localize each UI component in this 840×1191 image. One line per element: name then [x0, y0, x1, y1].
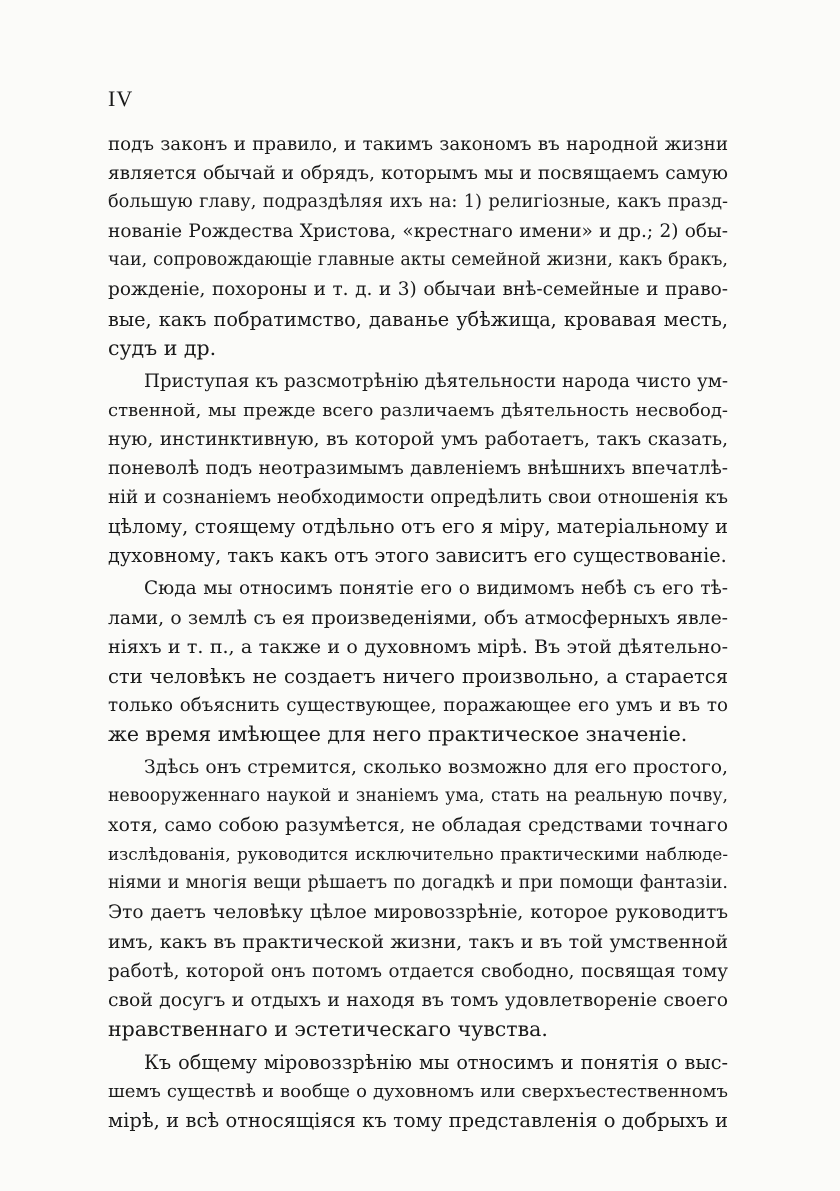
text-line: Къ общему міровоззрѣнію мы относимъ и понятія о выс- — [144, 1050, 728, 1074]
text-line: поневолѣ подъ неотразимымъ давленіемъ внѣшнихъ впечатлѣ- — [108, 458, 728, 480]
body-text — [108, 130, 728, 1135]
text-line: ній и сознаніемъ необходимости опредѣлить свои отношенія къ — [108, 487, 728, 509]
text-line: ную, инстинктивную, въ которой умъ работаетъ, такъ сказать, — [108, 428, 728, 450]
text-line: невооруженнаго наукой и знаніемъ ума, стать на реальную почву, — [108, 786, 728, 807]
text-line: сти человѣкъ не создаетъ ничего произвольно, а старается — [108, 664, 728, 688]
text-line: ніяхъ и т. п., а также и о духовномъ мірѣ. Въ этой дѣятельно- — [108, 635, 728, 658]
text-line: же время имѣющее для него практическое значеніе. — [108, 721, 688, 746]
page-number: IV — [108, 86, 134, 111]
text-line: судъ и др. — [108, 335, 217, 360]
text-line: мірѣ, и всѣ относящіяся къ тому представленія о добрыхъ и — [108, 1109, 728, 1133]
text-line: большую главу, подраздѣляя ихъ на: 1) религіозные, какъ празд- — [108, 192, 728, 213]
text-line: хотя, само собою разумѣется, не обладая средствами точнаго — [108, 815, 728, 837]
text-line: подъ законъ и правило, и такимъ закономъ въ народной жизни — [108, 134, 728, 155]
paragraph-3 — [108, 574, 728, 749]
text-line: изслѣдованія, руководится исключительно практическими наблюде- — [108, 844, 728, 865]
text-line: Приступая къ разсмотрѣнію дѣятельности народа чисто ум- — [144, 370, 729, 392]
text-line: только объяснить существующее, поражающее его умъ и въ то — [108, 694, 728, 716]
text-line: Здѣсь онъ стремится, сколько возможно для его простого, — [144, 756, 728, 778]
text-line: ніями и многія вещи рѣшаетъ по догадкѣ и при помощи фантазіи. — [108, 873, 728, 894]
text-line: Сюда мы относимъ понятіе его о видимомъ небѣ съ его тѣ- — [144, 578, 728, 600]
text-line: работѣ, которой онъ потомъ отдается свободно, посвящая тому — [108, 960, 728, 982]
text-line: нованіе Рождества Христова, «крестнаго имени» и др.; 2) обы- — [108, 221, 728, 243]
text-line: является обычай и обрядъ, которымъ мы и посвящаемъ самую — [108, 163, 728, 185]
text-line: цѣлому, стоящему отдѣльно отъ его я міру, матеріальному и — [108, 515, 728, 539]
text-line: нравственнаго и эстетическаго чувства. — [108, 1016, 548, 1041]
text-line: шемъ существѣ и вообще о духовномъ или сверхъестественномъ — [108, 1081, 728, 1102]
text-line: духовному, такъ какъ отъ этого зависитъ его существованіе. — [108, 544, 727, 568]
paragraph-1 — [108, 130, 728, 363]
text-line: вые, какъ побратимство, даванье убѣжища, кровавая месть, — [108, 307, 728, 331]
paragraph-4 — [108, 753, 728, 1044]
text-line: ственной, мы прежде всего различаемъ дѣятельность несвобод- — [108, 399, 728, 421]
text-line: чаи, сопровождающіе главные акты семейной жизни, какъ бракъ, — [108, 250, 728, 271]
text-line: Это даетъ человѣку цѣлое мировоззрѣніе, которое руководитъ — [108, 902, 728, 924]
text-line: лами, о землѣ съ ея произведеніями, объ атмосферныхъ явле- — [108, 607, 728, 629]
paragraph-5 — [108, 1048, 728, 1135]
text-line: свой досугъ и отдыхъ и находя въ томъ удовлетвореніе своего — [108, 989, 728, 1011]
text-line: имъ, какъ въ практической жизни, такъ и въ той умственной — [108, 930, 728, 953]
paragraph-2 — [108, 367, 728, 571]
text-line: рожденіе, похороны и т. д. и 3) обычаи внѣ-семейные и право- — [108, 279, 728, 301]
